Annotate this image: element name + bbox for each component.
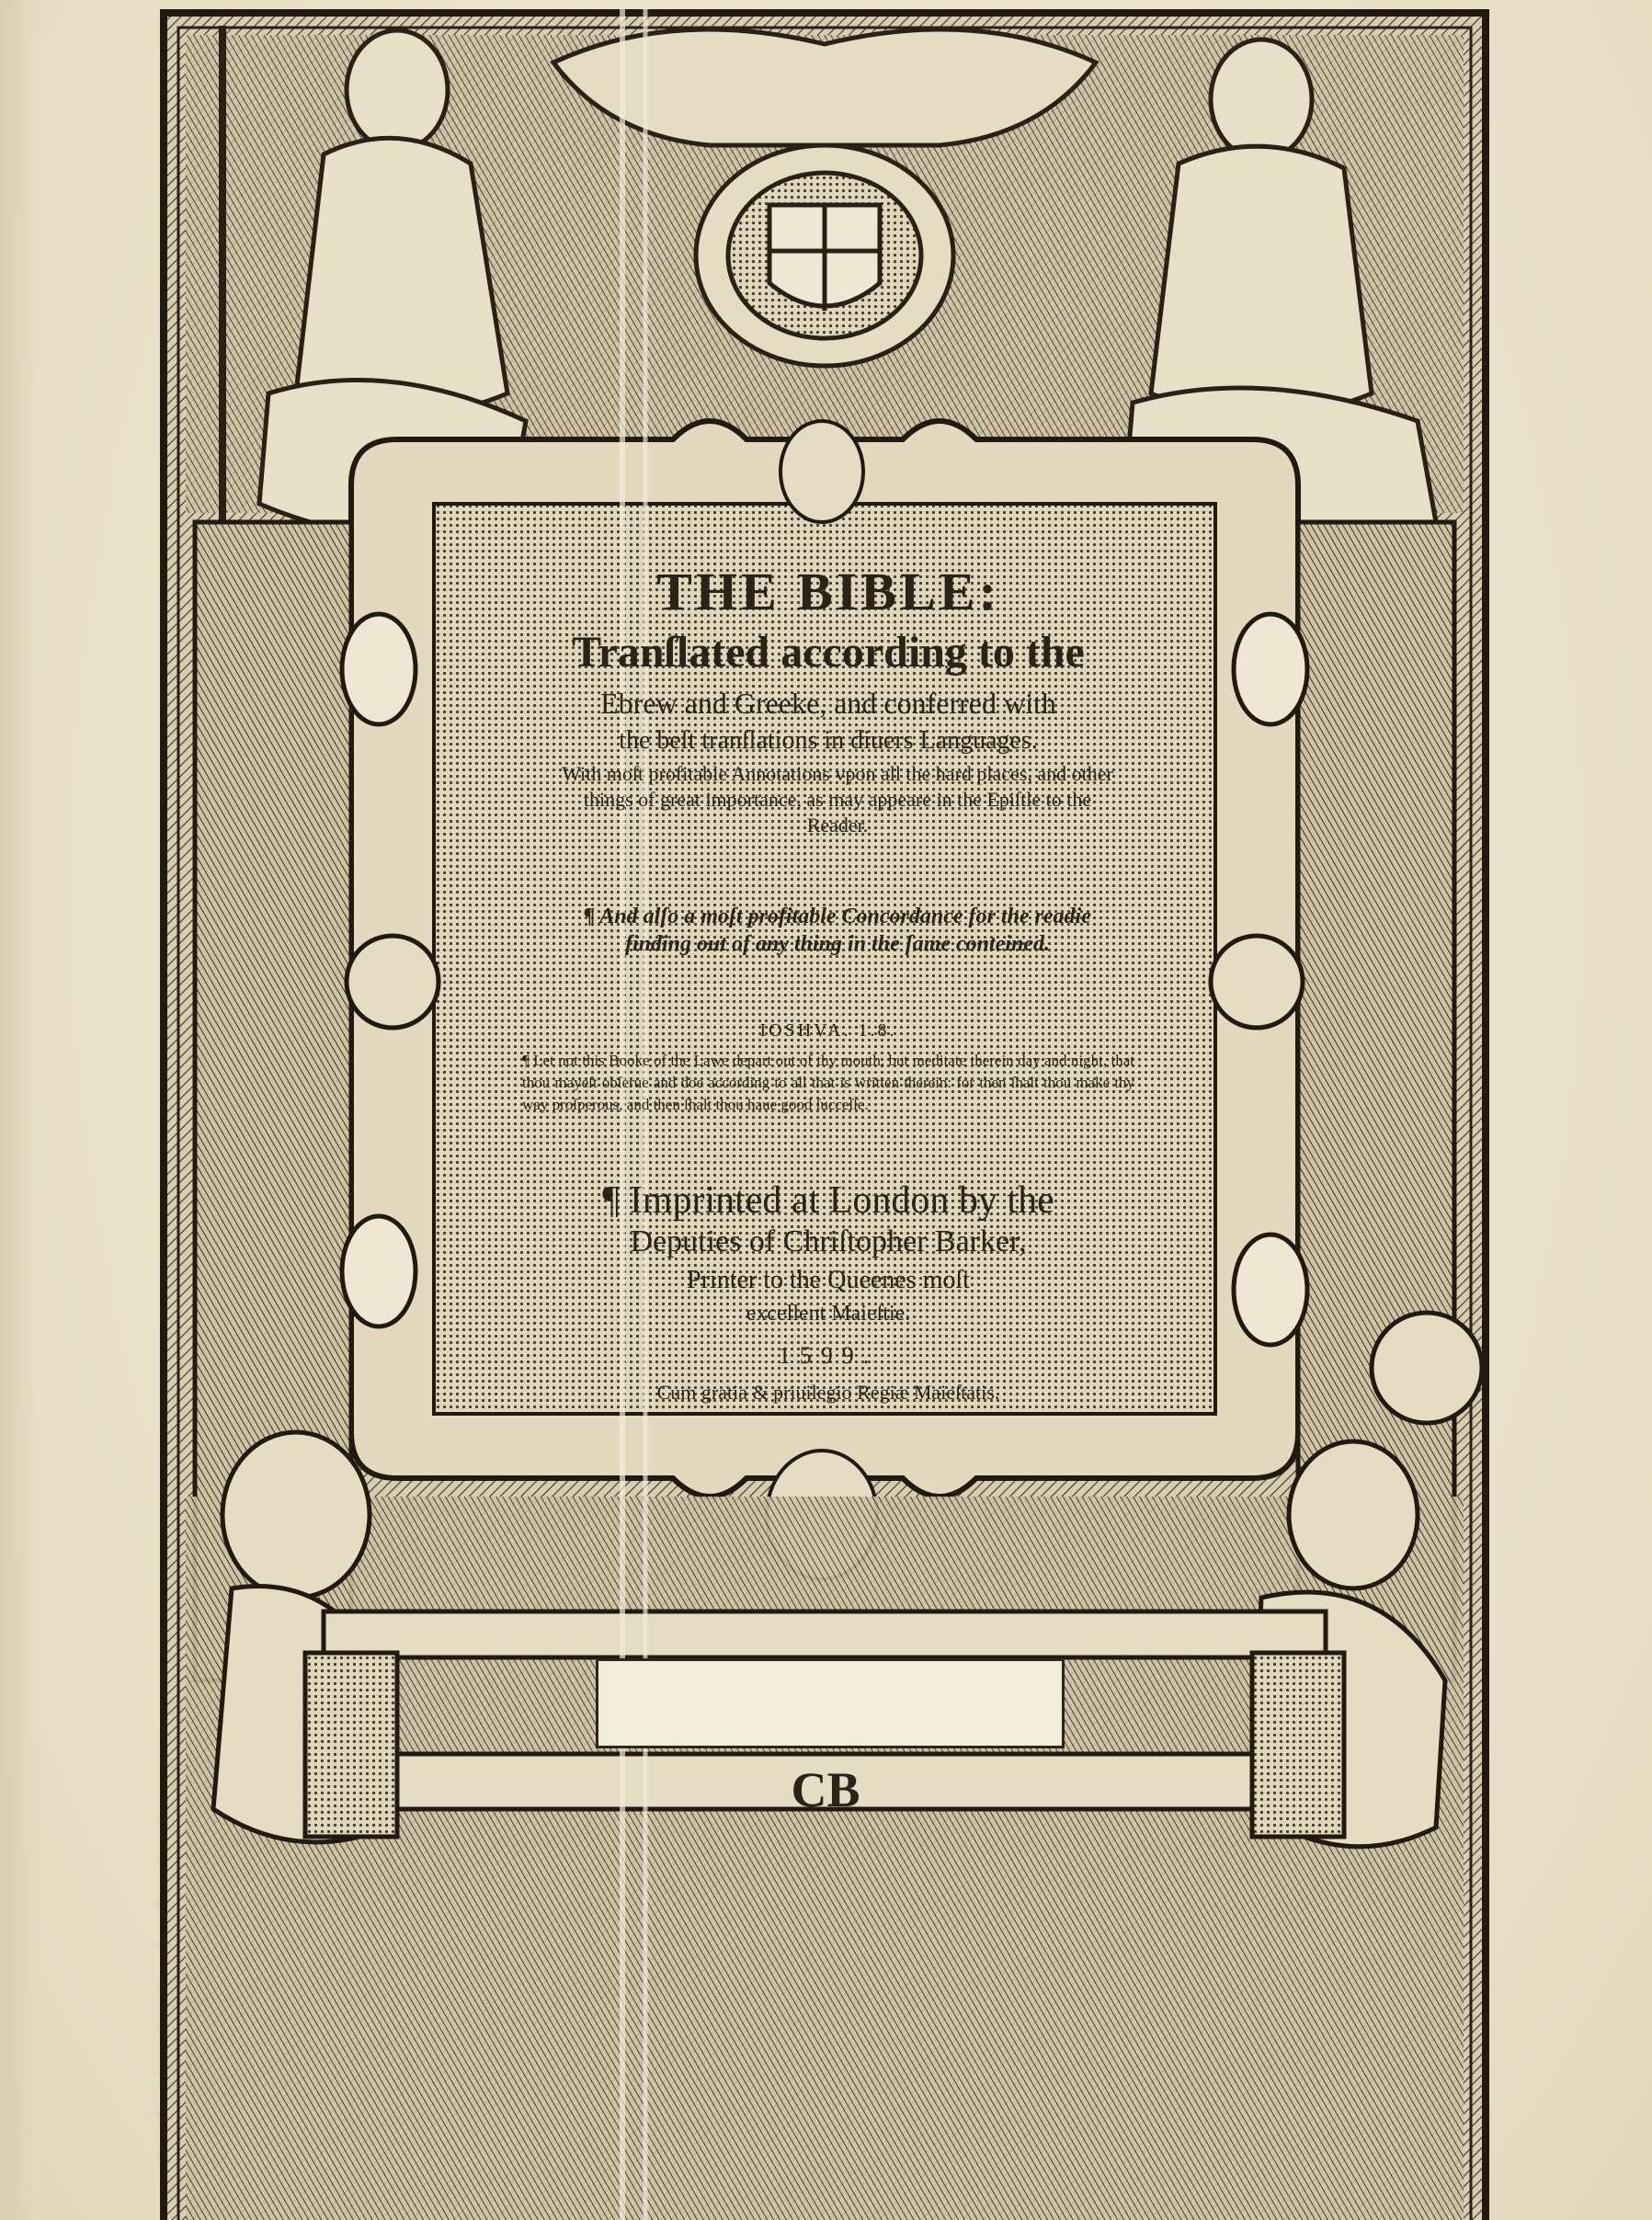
blank-cartouche xyxy=(596,1658,1065,1748)
title: THE BIBLE: xyxy=(656,562,1000,621)
privilege-line: Cum gratia & priuilegio Regiæ Maieſtatis. xyxy=(656,1381,1000,1404)
page-edge-shadow xyxy=(0,0,37,2220)
title-line-4: the beſt tranſlations in diuers Languages. xyxy=(619,726,1038,755)
title-line-3: Ebrew and Greeke, and conferred with xyxy=(600,687,1056,720)
imprint-line-1: ¶ Imprinted at London by the xyxy=(602,1179,1054,1222)
printer-monogram: CB xyxy=(791,1762,860,1817)
imprint-line-2: Deputies of Chriſtopher Barker, xyxy=(630,1224,1027,1258)
concordance-note: ¶ And alſo a moſt profitable Concordance for the readie finding out of any thing in the ſame conteined. xyxy=(584,905,1091,956)
imprint-line-3: Printer to the Queenes moſt xyxy=(687,1266,970,1294)
scripture-verse: ¶ Let not this Booke of the Lawe depart out of thy mouth, but meditate therein day and night, that thou mayeſt obſerue and doe according to all that is written therein: for then ſhalt thou make thy way proſperous, and then ſhalt thou haue good ſucceſſe. xyxy=(522,1052,1134,1113)
annotations-note: With moſt profitable Annotations vpon all the hard places, and other things of great importance, as may appeare in the Epiſtle to the Reader. xyxy=(562,762,1113,837)
top-mask xyxy=(780,421,863,522)
subtitle: Tranſlated according to the xyxy=(572,628,1085,677)
publication-year: 1599. xyxy=(778,1342,879,1369)
title-text-block xyxy=(504,542,1153,1419)
scripture-reference: IOSHVA. 1.8. xyxy=(759,1020,897,1041)
imprint-line-4: excellent Maieſtie. xyxy=(746,1302,911,1326)
